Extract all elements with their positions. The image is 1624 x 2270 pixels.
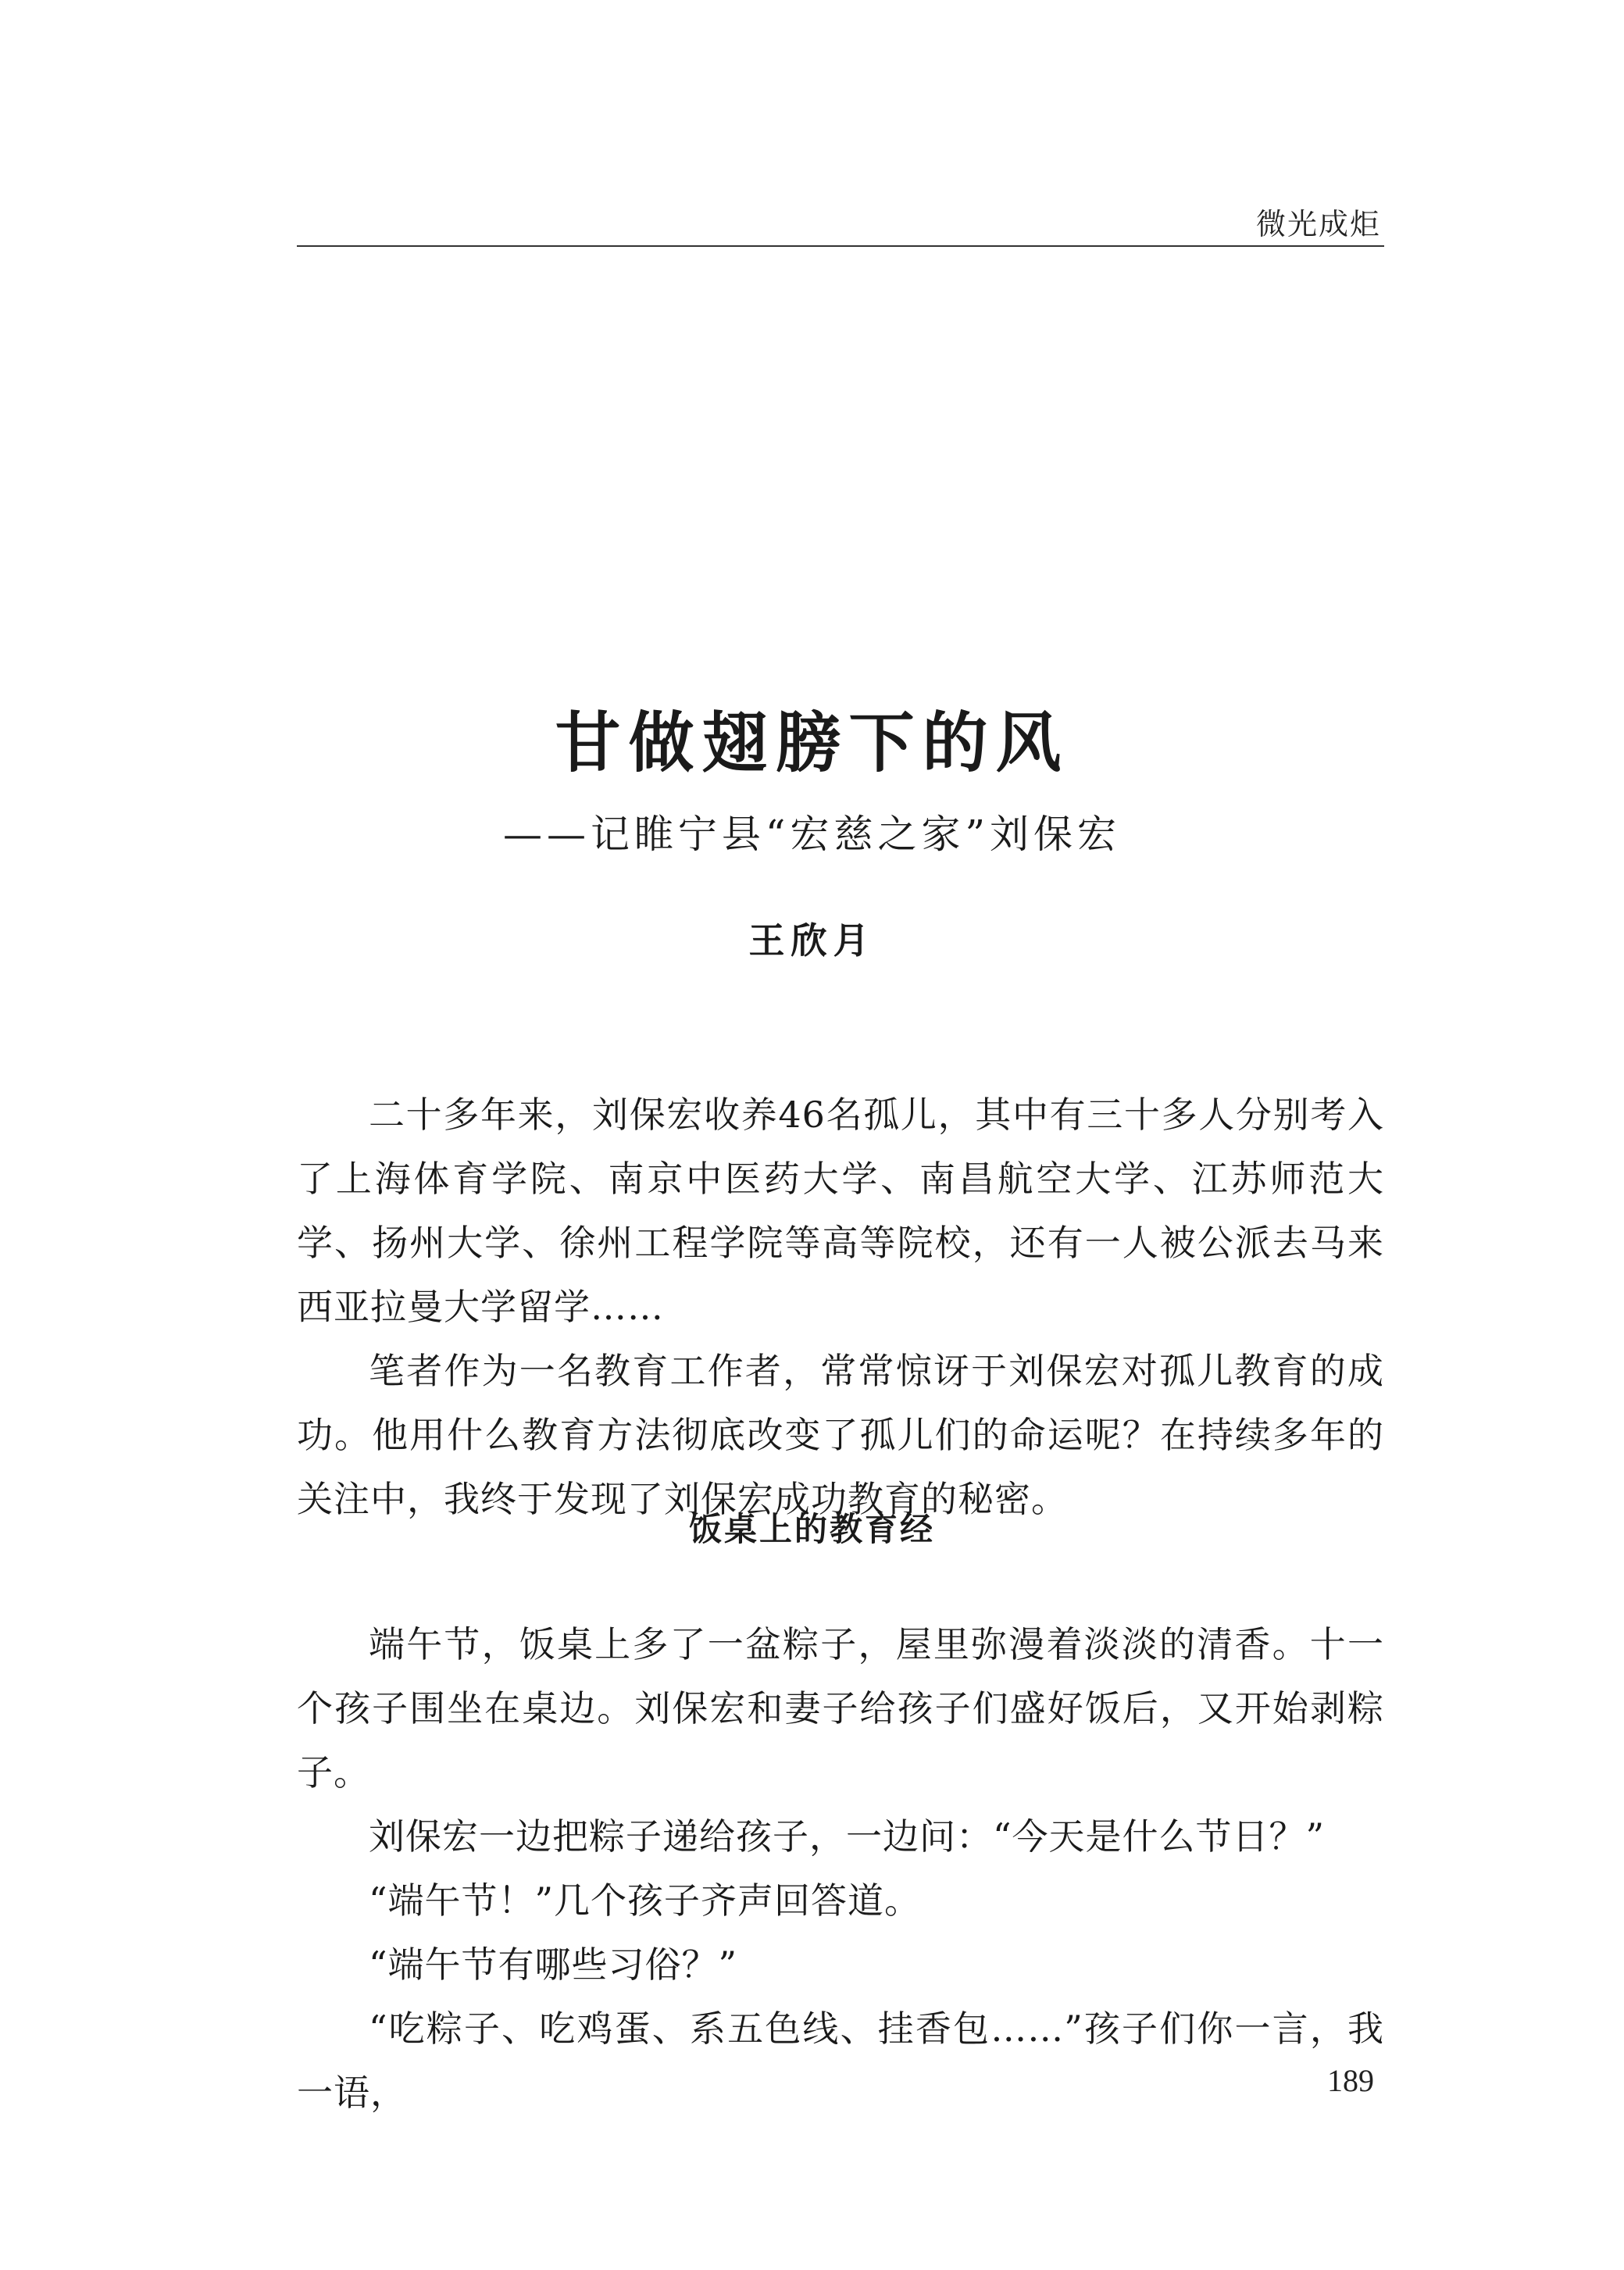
intro-paragraph-2: 笔者作为一名教育工作者，常常惊讶于刘保宏对孤儿教育的成功。他用什么教育方法彻底改变了孤儿们的命运呢？在持续多年的关注中，我终于发现了刘保宏成功教育的秘密。 xyxy=(297,1350,1384,1520)
story-paragraph-5: “吃粽子、吃鸡蛋、系五色线、挂香包……”孩子们你一言，我一语， xyxy=(297,2008,1384,2114)
story-paragraph-1: 端午节，饭桌上多了一盆粽子，屋里弥漫着淡淡的清香。十一个孩子围坐在桌边。刘保宏和妻子给孩子们盛好饭后，又开始剥粽子。 xyxy=(297,1623,1384,1794)
story-section xyxy=(297,1612,1384,2125)
story-paragraph-4: “端午节有哪些习俗？” xyxy=(369,1943,738,1986)
running-head-title: 微光成炬 xyxy=(1255,207,1381,241)
article-title: 甘做翅膀下的风 xyxy=(555,704,1069,781)
intro-paragraph-1: 二十多年来，刘保宏收养46名孤儿，其中有三十多人分别考入了上海体育学院、南京中医药大学、南昌航空大学、江苏师范大学、扬州大学、徐州工程学院等高等院校，还有一人被公派去马来西亚拉曼大学留学…… xyxy=(297,1094,1384,1328)
intro-section xyxy=(297,1083,1384,1531)
story-paragraph-2: 刘保宏一边把粽子递给孩子，一边问：“今天是什么节日？” xyxy=(369,1815,1326,1858)
section-heading: 饭桌上的教育经 xyxy=(688,1510,935,1548)
page-number: 189 xyxy=(1327,2063,1374,2098)
running-head xyxy=(297,197,1384,247)
article-subtitle: ——记睢宁县“宏慈之家”刘保宏 xyxy=(502,812,1122,857)
story-paragraph-3: “端午节！”几个孩子齐声回答道。 xyxy=(369,1879,922,1922)
author-name: 王欣月 xyxy=(748,919,876,962)
